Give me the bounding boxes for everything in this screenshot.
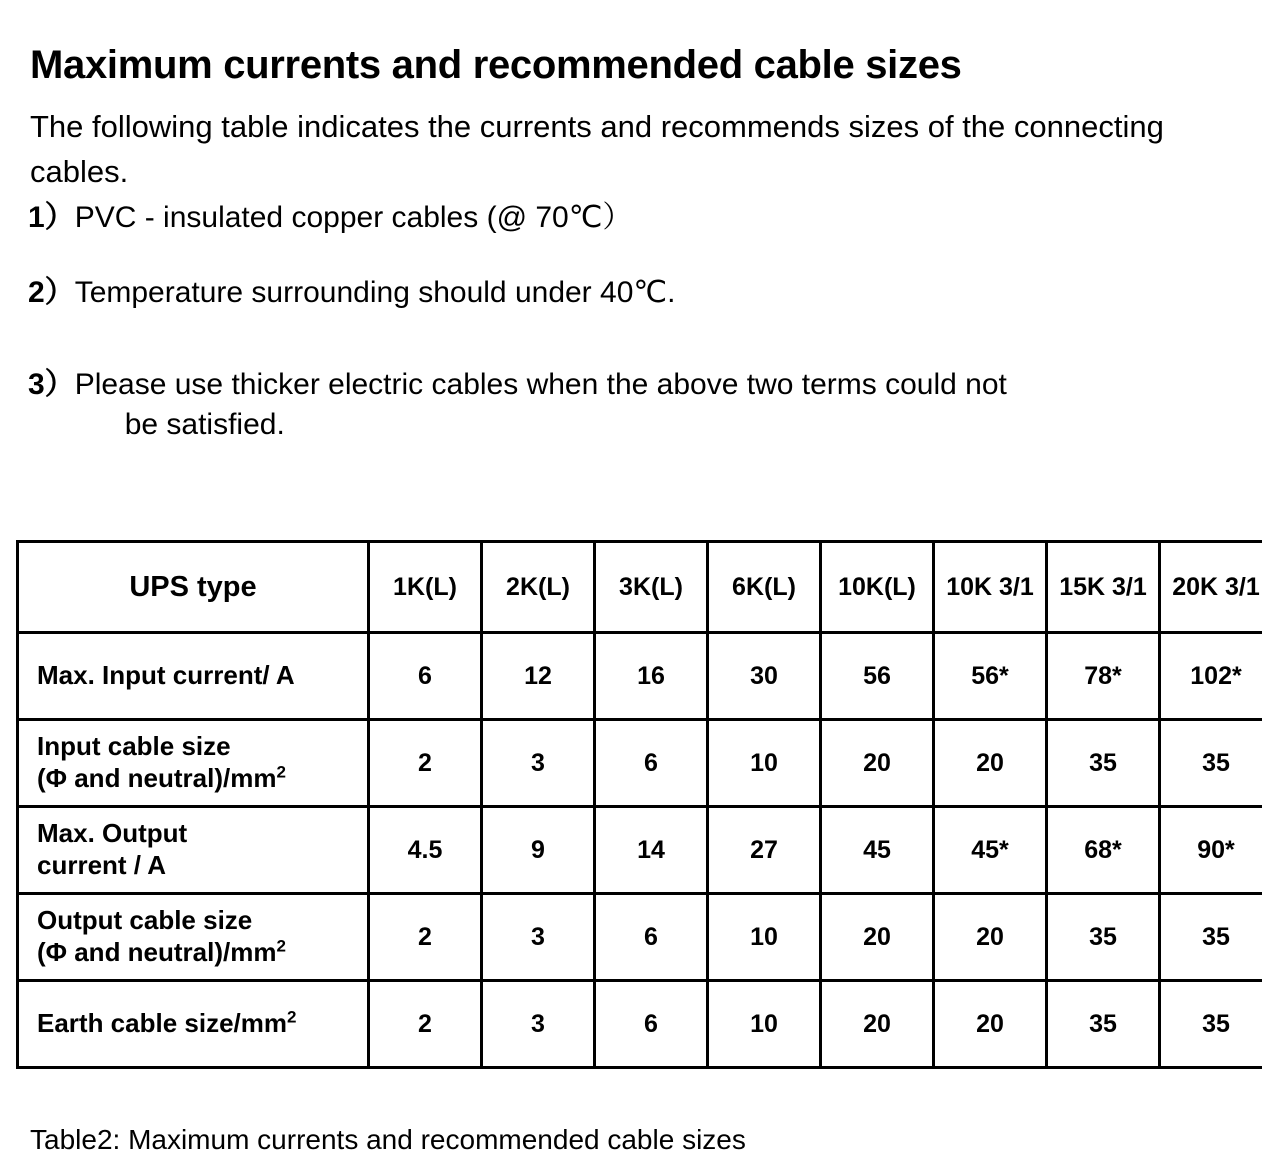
row-header-output-cable-size <box>18 894 369 981</box>
table-row <box>18 981 1262 1068</box>
specs-table <box>16 540 1262 1069</box>
cell-value: 35 <box>1160 720 1262 807</box>
note-number: 2） <box>28 276 75 309</box>
cell-value: 27 <box>708 807 821 894</box>
specs-table-wrapper <box>16 540 1260 1069</box>
row-label-line2: (Φ and neutral)/mm <box>37 937 277 967</box>
cell-value: 102* <box>1160 633 1262 720</box>
cell-value: 35 <box>1160 894 1262 981</box>
cell-value: 45* <box>934 807 1047 894</box>
table-row <box>18 807 1262 894</box>
superscript-square: 2 <box>276 936 286 956</box>
cell-value: 2 <box>369 894 482 981</box>
column-header-ups-type: UPS type <box>18 542 369 633</box>
cell-value: 3 <box>482 894 595 981</box>
cell-value: 90* <box>1160 807 1262 894</box>
note-text: Temperature surrounding should under 40℃. <box>74 276 676 309</box>
cell-value: 78* <box>1047 633 1160 720</box>
table-row <box>18 894 1262 981</box>
cell-value: 35 <box>1160 981 1262 1068</box>
note-text-continued: be satisfied. <box>124 407 285 441</box>
cell-value: 20 <box>821 894 934 981</box>
cell-value: 30 <box>708 633 821 720</box>
cell-value: 20 <box>934 981 1047 1068</box>
column-header-10kl: 10K(L) <box>821 542 934 633</box>
note-item-2 <box>28 273 1028 313</box>
cell-value: 56 <box>821 633 934 720</box>
column-header-20k31: 20K 3/1 <box>1160 542 1262 633</box>
page-title: Maximum currents and recommended cable sizes <box>30 42 962 87</box>
note-number: 1） <box>28 201 75 234</box>
superscript-square: 2 <box>276 762 286 782</box>
cell-value: 3 <box>482 720 595 807</box>
row-label-line1: Max. Input current/ A <box>37 660 295 691</box>
table-caption: Table2: Maximum currents and recommended cable sizes <box>30 1124 746 1155</box>
row-label-line2: (Φ and neutral)/mm <box>37 763 277 793</box>
cell-value: 35 <box>1047 720 1160 807</box>
cell-value: 35 <box>1047 981 1160 1068</box>
row-label-line2: current / A <box>37 850 167 880</box>
note-item-3 <box>28 365 1243 444</box>
note-text: Please use thicker electric cables when the above two terms could not <box>74 368 1007 401</box>
row-label-line1: Earth cable size/mm <box>37 1008 287 1039</box>
column-header-3kl: 3K(L) <box>595 542 708 633</box>
column-header-1kl: 1K(L) <box>369 542 482 633</box>
row-header-max-output-current <box>18 807 369 894</box>
cell-value: 56* <box>934 633 1047 720</box>
cell-value: 45 <box>821 807 934 894</box>
cell-value: 35 <box>1047 894 1160 981</box>
cell-value: 68* <box>1047 807 1160 894</box>
cell-value: 6 <box>369 633 482 720</box>
row-label-line1: Output cable size <box>37 905 253 936</box>
row-header-input-cable-size <box>18 720 369 807</box>
cell-value: 12 <box>482 633 595 720</box>
table-header-row <box>18 542 1262 633</box>
cell-value: 6 <box>595 720 708 807</box>
cell-value: 20 <box>821 720 934 807</box>
cell-value: 16 <box>595 633 708 720</box>
cell-value: 20 <box>934 720 1047 807</box>
cell-value: 6 <box>595 894 708 981</box>
cell-value: 10 <box>708 981 821 1068</box>
table-row <box>18 720 1262 807</box>
cell-value: 20 <box>821 981 934 1068</box>
column-header-6kl: 6K(L) <box>708 542 821 633</box>
column-header-2kl: 2K(L) <box>482 542 595 633</box>
note-item-1 <box>28 198 1028 238</box>
column-header-15k31: 15K 3/1 <box>1047 542 1160 633</box>
row-header-earth-cable-size <box>18 981 369 1068</box>
cell-value: 9 <box>482 807 595 894</box>
column-header-10k31: 10K 3/1 <box>934 542 1047 633</box>
cell-value: 14 <box>595 807 708 894</box>
table-row <box>18 633 1262 720</box>
cell-value: 4.5 <box>369 807 482 894</box>
cell-value: 2 <box>369 720 482 807</box>
cell-value: 3 <box>482 981 595 1068</box>
note-text: PVC - insulated copper cables (@ 70℃） <box>74 201 633 234</box>
cell-value: 10 <box>708 894 821 981</box>
row-header-max-input-current <box>18 633 369 720</box>
cell-value: 20 <box>934 894 1047 981</box>
note-number: 3） <box>28 368 75 401</box>
intro-paragraph: The following table indicates the currents and recommends sizes of the connecting cables. <box>30 109 1164 189</box>
note-text-block <box>75 365 1007 444</box>
cell-value: 10 <box>708 720 821 807</box>
row-label-line1: Input cable size <box>37 731 231 762</box>
row-label-line1: Max. Output <box>37 818 188 849</box>
cell-value: 6 <box>595 981 708 1068</box>
superscript-square: 2 <box>287 1007 297 1027</box>
cell-value: 2 <box>369 981 482 1068</box>
